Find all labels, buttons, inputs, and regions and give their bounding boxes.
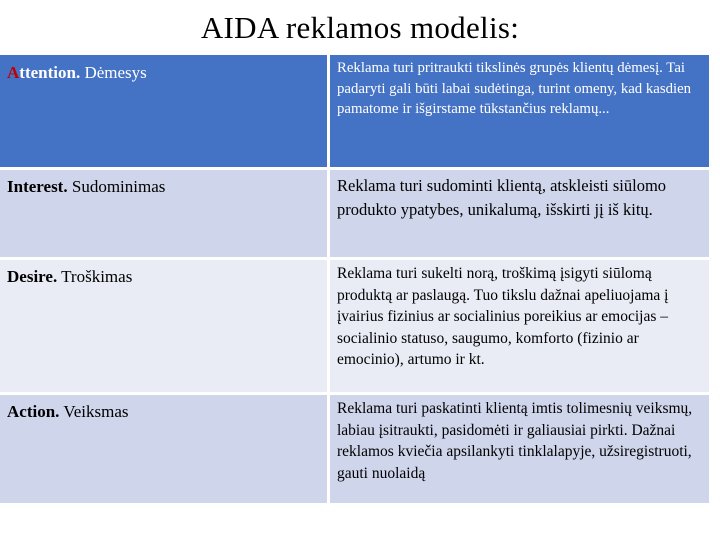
stage-cell (0, 170, 327, 257)
stage-description: Reklama turi pritraukti tikslinės grupės klientų dėmesį. Tai padaryti gali būti labai sudėtinga, turint omeny, kad kasdien pamatome ir išgirstame tūkstančius reklamų... (330, 55, 709, 167)
stage-cell (0, 260, 327, 392)
stage-letter: A (7, 402, 20, 421)
stage-term-rest: ttention. (19, 63, 81, 82)
stage-term (7, 402, 59, 421)
stage-description: Reklama turi sudominti klientą, atskleisti siūlomo produkto ypatybes, unikalumą, išskirti jį iš kitų. (330, 170, 709, 257)
table-row (0, 260, 709, 392)
table-row (0, 55, 709, 167)
stage-letter: D (7, 267, 20, 286)
stage-letter: A (7, 63, 20, 82)
stage-term-rest: esire. (19, 267, 58, 286)
stage-term-rest: nterest. (13, 177, 68, 196)
stage-cell (0, 395, 327, 503)
table-row (0, 170, 709, 257)
stage-cell (0, 55, 327, 167)
stage-label: Troškimas (57, 267, 133, 286)
stage-letter: I (7, 177, 14, 196)
stage-label: Sudominimas (67, 177, 166, 196)
stage-term (7, 63, 80, 82)
stage-term (7, 267, 57, 286)
page-title: AIDA reklamos modelis: (200, 10, 520, 45)
stage-description: Reklama turi sukelti norą, troškimą įsigyti siūlomą produktą ar paslaugą. Tuo tikslu dažnai apeliuojama į įvairius fizinius ar socialinius poreikius ar emocijas – socialinio statuso, saugumo, komforto (fizinio ar emocinio), artumo ir kt. (330, 260, 709, 392)
stage-label: Dėmesys (80, 63, 147, 82)
stage-term (7, 177, 68, 196)
stage-description: Reklama turi paskatinti klientą imtis tolimesnių veiksmų, labiau įsitraukti, pasidomėti ir galiausiai pirkti. Dažnai reklamos kviečia apsilankyti tinklalapyje, užsiregistruoti, gauti nuolaidą (330, 395, 709, 503)
aida-table (0, 55, 709, 506)
stage-label: Veiksmas (59, 402, 129, 421)
table-row (0, 395, 709, 503)
stage-term-rest: ction. (19, 402, 60, 421)
